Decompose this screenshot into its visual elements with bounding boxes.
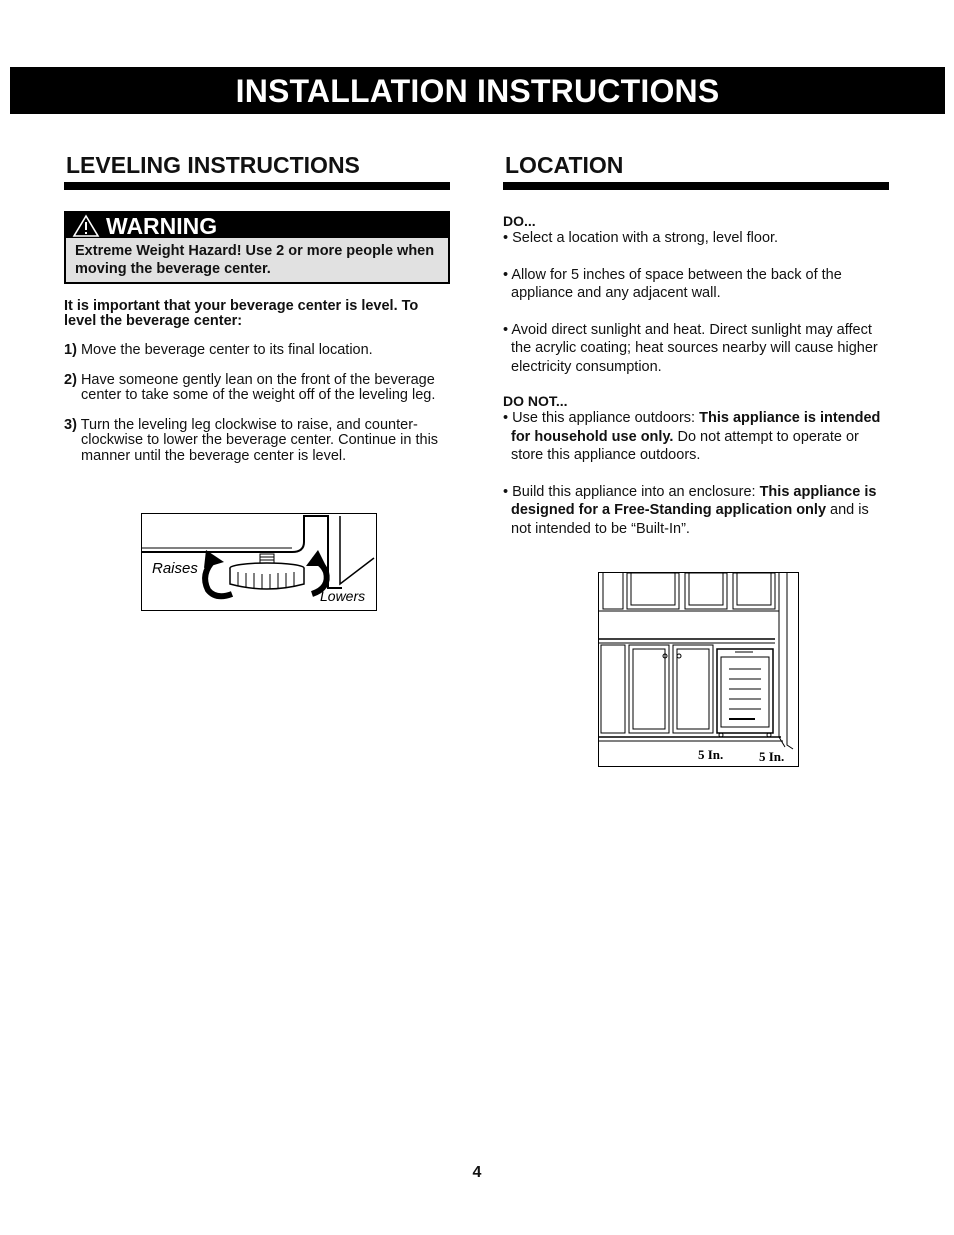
- do-label: DO...: [503, 213, 536, 229]
- step-text: Turn the leveling leg clockwise to raise, and counter-clockwise to lower the beverage center. Continue in this manner until the beverage center is level.: [80, 416, 439, 464]
- page-banner: INSTALLATION INSTRUCTIONS: [10, 67, 945, 114]
- step-text: Move the beverage center to its final location.: [80, 342, 373, 358]
- do-item: • Allow for 5 inches of space between the back of the appliance and any adjacent wall.: [503, 266, 842, 301]
- raises-label: Raises: [152, 560, 198, 577]
- leveling-heading: LEVELING INSTRUCTIONS: [64, 150, 450, 190]
- step-number: 3): [64, 416, 77, 433]
- leveling-intro: It is important that your beverage center is level. To level the beverage center:: [64, 298, 419, 329]
- do-item: • Avoid direct sunlight and heat. Direct sunlight may affect the acrylic coating; heat sources nearby will cause higher electricity consumption.: [503, 321, 878, 375]
- lowers-label: Lowers: [320, 588, 366, 604]
- warning-text: Extreme Weight Hazard! Use 2 or more people when moving the beverage center.: [75, 243, 435, 277]
- leveling-leg-figure: [141, 513, 377, 611]
- step-number: 2): [64, 371, 77, 388]
- location-section: [503, 150, 889, 538]
- warning-header: [66, 213, 448, 238]
- leveling-section: [64, 150, 450, 464]
- page-number: 4: [472, 1164, 482, 1181]
- leveling-leg-illustration: [142, 514, 376, 610]
- warning-box: [64, 211, 450, 284]
- do-item: • Select a location with a strong, level floor.: [503, 230, 779, 246]
- leveling-step-2: [64, 373, 450, 404]
- warning-title: WARNING: [106, 213, 218, 239]
- do-not-label: DO NOT...: [503, 393, 568, 409]
- location-figure: [598, 572, 799, 767]
- step-text: Have someone gently lean on the front of the beverage center to take some of the weight off of the leveling leg.: [80, 371, 436, 403]
- do-not-item: • Use this appliance outdoors: This appliance is intended for household use only. Do not attempt to operate or store this appliance outdoors.: [503, 410, 881, 463]
- clearance-label-left: 5 In.: [698, 747, 724, 762]
- leveling-step-3: [64, 418, 450, 465]
- location-heading: LOCATION: [503, 150, 889, 190]
- leveling-step-1: [64, 343, 450, 359]
- kitchen-clearance-illustration: [599, 573, 798, 766]
- warning-triangle-icon: [72, 214, 100, 238]
- clearance-label-right: 5 In.: [759, 749, 785, 764]
- step-number: 1): [64, 342, 77, 358]
- do-not-item: • Build this appliance into an enclosure: This appliance is designed for a Free-Standing application only and is not intended to be “Built-In”.: [503, 483, 877, 537]
